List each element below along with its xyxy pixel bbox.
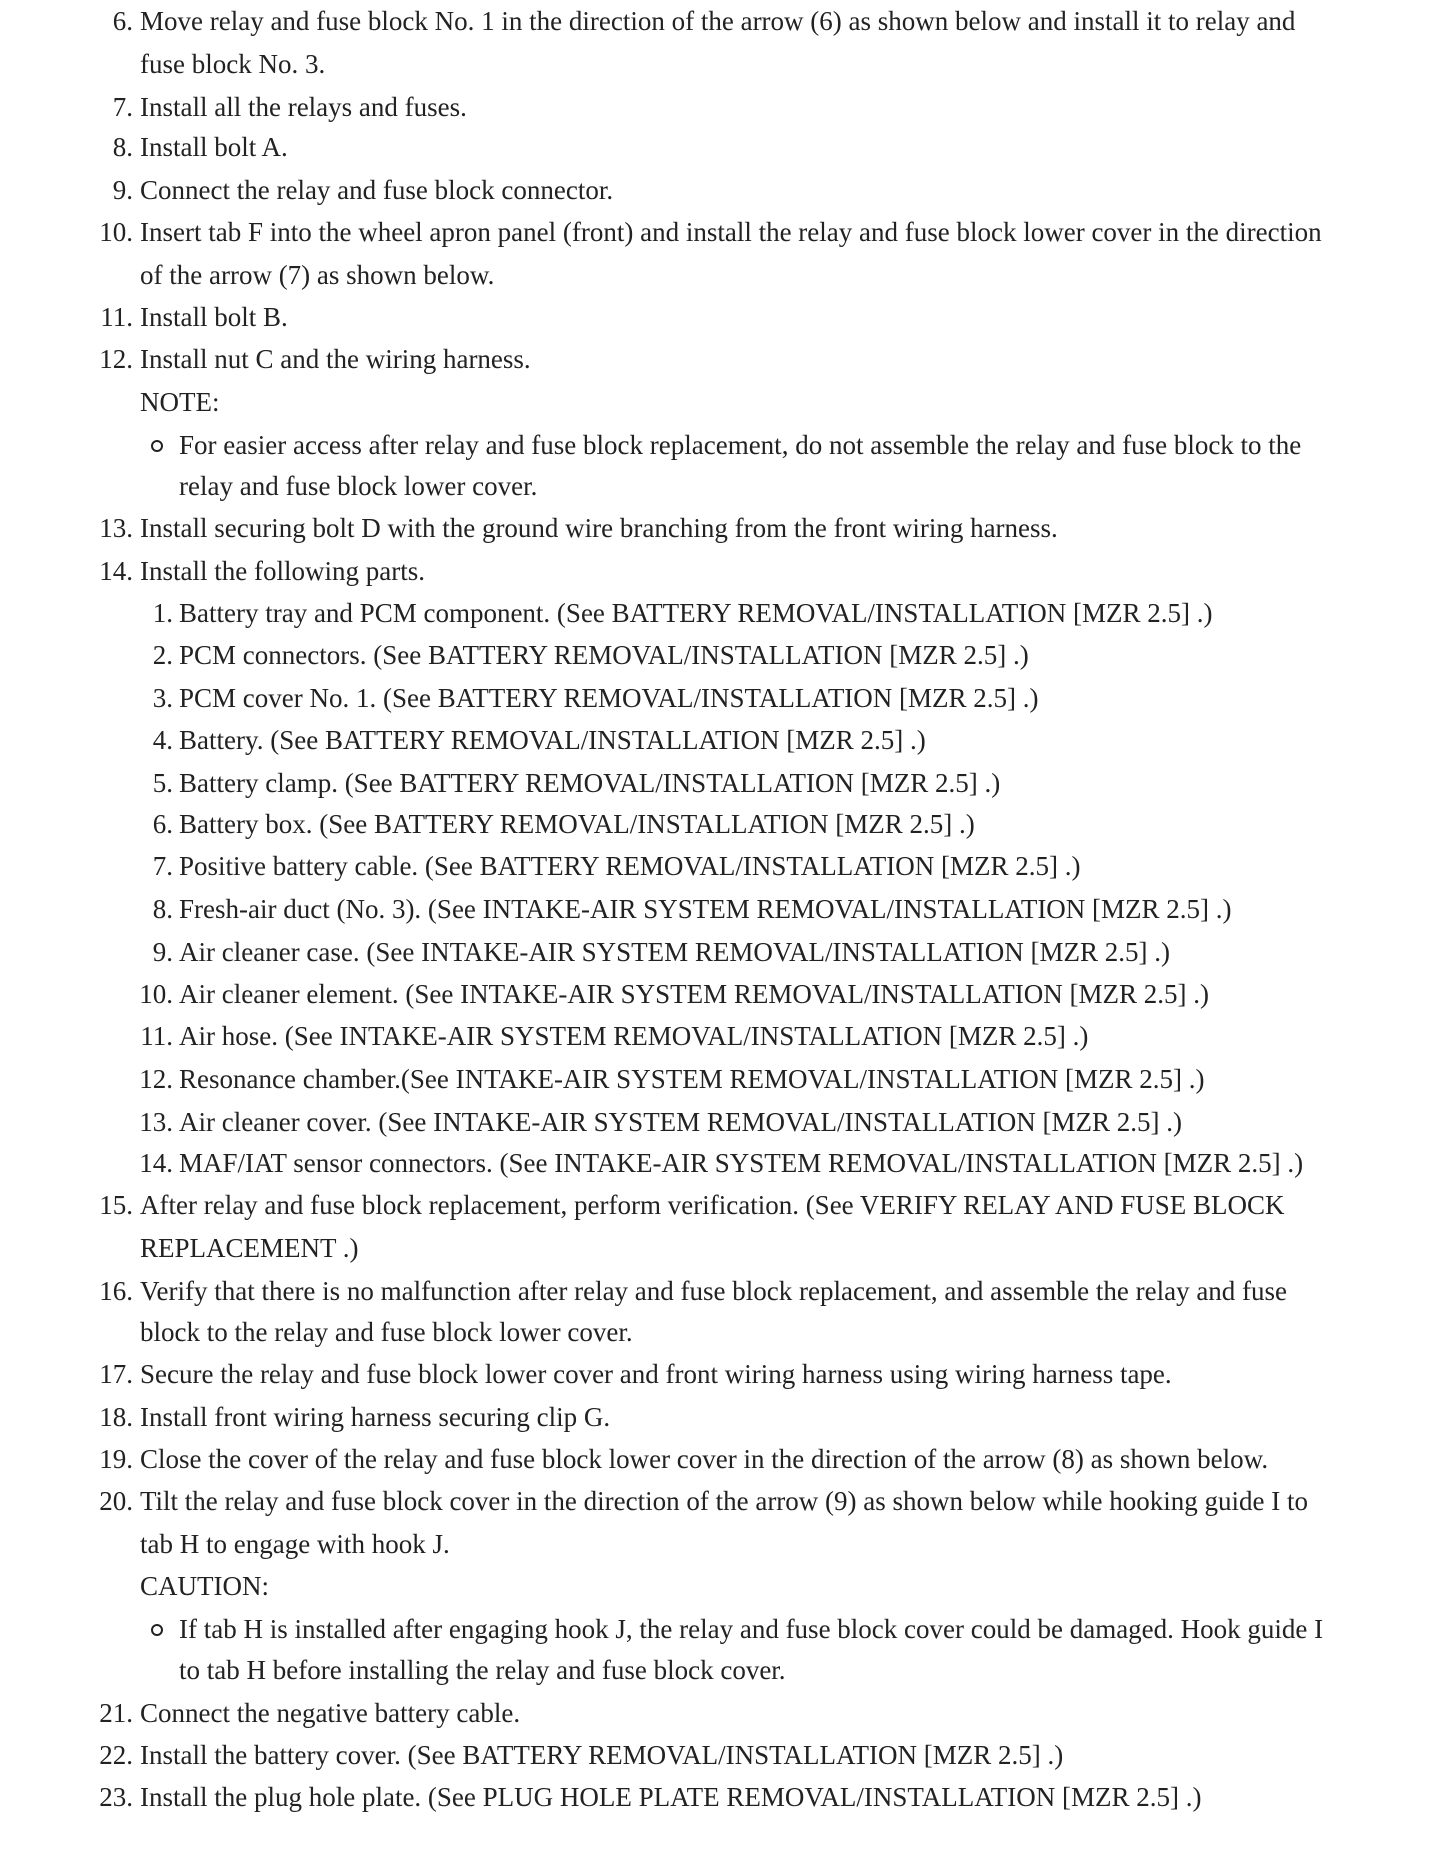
note-text: relay and fuse block lower cover. <box>179 471 538 501</box>
step-number: 18. <box>99 1402 133 1432</box>
step-number: 13. <box>99 513 133 543</box>
step-text: Install front wiring harness securing clip G. <box>140 1402 611 1432</box>
part-text: PCM cover No. 1. (See BATTERY REMOVAL/INSTALLATION [MZR 2.5] .) <box>179 683 1039 713</box>
caution-text: If tab H is installed after engaging hook J, the relay and fuse block cover could be damaged. Hook guide I <box>179 1614 1324 1644</box>
part-number: 13. <box>139 1107 173 1137</box>
part-number: 3. <box>152 683 173 713</box>
step-number: 8. <box>112 132 133 162</box>
step-text: tab H to engage with hook J. <box>140 1529 450 1559</box>
part-number: 1. <box>152 598 173 628</box>
caution-text: to tab H before installing the relay and fuse block cover. <box>179 1655 786 1685</box>
step-number: 12. <box>99 344 133 374</box>
part-text: Battery. (See BATTERY REMOVAL/INSTALLATION [MZR 2.5] .) <box>179 725 926 755</box>
step-text: Tilt the relay and fuse block cover in the direction of the arrow (9) as shown below while hooking guide I to <box>140 1486 1308 1516</box>
hollow-bullet-icon <box>151 1624 163 1636</box>
part-text: Air cleaner case. (See INTAKE-AIR SYSTEM REMOVAL/INSTALLATION [MZR 2.5] .) <box>179 937 1170 967</box>
part-number: 9. <box>152 937 173 967</box>
step-text: Install the following parts. <box>140 556 425 586</box>
part-text: Positive battery cable. (See BATTERY REMOVAL/INSTALLATION [MZR 2.5] .) <box>179 851 1081 881</box>
note-text: For easier access after relay and fuse block replacement, do not assemble the relay and fuse block to the <box>179 430 1302 460</box>
step-text: Secure the relay and fuse block lower cover and front wiring harness using wiring harness tape. <box>140 1359 1172 1389</box>
part-number: 11. <box>140 1021 173 1051</box>
step-number: 20. <box>99 1486 133 1516</box>
step-text: of the arrow (7) as shown below. <box>140 260 495 290</box>
step-text: block to the relay and fuse block lower cover. <box>140 1317 633 1347</box>
hollow-bullet-icon <box>151 440 163 452</box>
step-number: 17. <box>99 1359 133 1389</box>
step-text: fuse block No. 3. <box>140 49 326 79</box>
step-text: Install bolt B. <box>140 302 288 332</box>
part-text: Air hose. (See INTAKE-AIR SYSTEM REMOVAL/INSTALLATION [MZR 2.5] .) <box>179 1021 1089 1051</box>
part-number: 12. <box>139 1064 173 1094</box>
step-number: 15. <box>99 1190 133 1220</box>
step-text: Connect the negative battery cable. <box>140 1698 521 1728</box>
step-text: Install the plug hole plate. (See PLUG HOLE PLATE REMOVAL/INSTALLATION [MZR 2.5] .) <box>140 1782 1202 1812</box>
part-number: 8. <box>152 894 173 924</box>
part-number: 14. <box>139 1148 173 1178</box>
step-number: 10. <box>99 217 133 247</box>
part-number: 5. <box>152 768 173 798</box>
part-text: Resonance chamber.(See INTAKE-AIR SYSTEM REMOVAL/INSTALLATION [MZR 2.5] .) <box>179 1064 1205 1094</box>
step-text: Move relay and fuse block No. 1 in the direction of the arrow (6) as shown below and install it to relay and <box>140 6 1296 36</box>
step-text: REPLACEMENT .) <box>140 1233 359 1263</box>
part-number: 7. <box>152 851 173 881</box>
part-text: Battery tray and PCM component. (See BATTERY REMOVAL/INSTALLATION [MZR 2.5] .) <box>179 598 1213 628</box>
step-text: Install bolt A. <box>140 132 288 162</box>
step-number: 19. <box>99 1444 133 1474</box>
step-number: 9. <box>112 175 133 205</box>
step-number: 6. <box>112 6 133 36</box>
step-text: Install nut C and the wiring harness. <box>140 344 531 374</box>
procedure-document: 6. Move relay and fuse block No. 1 in the direction of the arrow (6) as shown below and install it to relay and fuse block No. 3. 7. Install all the relays and fuses. 8. Install bolt A. 9. Connect the relay and fuse block connector. 10. Insert tab F into the wheel apron panel (front) and install the relay and fuse block lower cover in the direction of the arrow (7) as shown below. 11. Install bolt B. 12. Install nut C and the wiring harness. NOTE: For easier access after relay and fuse block replacement, do not assemble the relay and fuse block to the relay and fuse block lower cover. 13. Install securing bolt D with the ground wire branching from the front wiring harness. 14. Install the following parts. 1. Battery tray and PCM component. (See BATTERY REMOVAL/INSTALLATION [MZR 2.5] .) 2. PCM connectors. (See BATTERY REMOVAL/INSTALLATION [MZR 2.5] .) 3. PCM cover No. 1. (See BATTERY REMOVAL/INSTALLATION [MZR 2.5] .) 4. Battery. (See BATTERY REMOVAL/INSTALLATION [MZR 2.5] .) 5. Battery clamp. (See BATTERY REMOVAL/INSTALLATION [MZR 2.5] .) 6. Battery box. (See BATTERY REMOVAL/INSTALLATION [MZR 2.5] .) 7. Positive battery cable. (See BATTERY REMOVAL/INSTALLATION [MZR 2.5] .) 8. Fresh-air duct (No. 3). (See INTAKE-AIR SYSTEM REMOVAL/INSTALLATION [MZR 2.5] .) 9. Air cleaner case. (See INTAKE-AIR SYSTEM REMOVAL/INSTALLATION [MZR 2.5] .) 10. Air cleaner element. (See INTAKE-AIR SYSTEM REMOVAL/INSTALLATION [MZR 2.5] .) 11. Air hose. (See INTAKE-AIR SYSTEM REMOVAL/INSTALLATION [MZR 2.5] .) 12. Resonance chamber.(See INTAKE-AIR SYSTEM REMOVAL/INSTALLATION [MZR 2.5] .) 13. Air cleaner cover. (See INTAKE-AIR SYSTEM REMOVAL/INSTALLATION [MZR 2.5] .) 14. MAF/IAT sensor connectors. (See INTAKE-AIR SYSTEM REMOVAL/INSTALLATION [MZR 2.5] .) 15. After relay and fuse block replacement, perform verification. (See VERIFY RELAY AND FUSE BLOCK REPLACEMENT .) 16. Verify that there is no malfunction after relay and fuse block replacement, and assemble the relay and fuse block to the relay and fuse block lower cover. 17. Secure the relay and fuse block lower cover and front wiring harness using wiring harness tape. 18. Install front wiring harness securing clip G. 19. Close the cover of the relay and fuse block lower cover in the direction of the arrow (8) as shown below. 20. Tilt the relay and fuse block cover in the direction of the arrow (9) as shown below while hooking guide I to tab H to engage with hook J. CAUTION: If tab H is installed after engaging hook J, the relay and fuse block cover could be damaged. Hook guide I to tab H before installing the relay and fuse block cover. 21. Connect the negative battery cable. 22. Install the battery cover. (See BATTERY REMOVAL/INSTALLATION [MZR 2.5] .) 23. Install the plug hole plate. (See PLUG HOLE PLATE REMOVAL/INSTALLATION [MZR 2.5] .) <box>0 0 1445 1870</box>
step-number: 11. <box>100 302 133 332</box>
part-number: 10. <box>139 979 173 1009</box>
part-number: 6. <box>152 809 173 839</box>
part-number: 4. <box>152 725 173 755</box>
step-text: Install securing bolt D with the ground wire branching from the front wiring harness. <box>140 513 1058 543</box>
step-text: Verify that there is no malfunction after relay and fuse block replacement, and assemble the relay and fuse <box>140 1276 1288 1306</box>
part-text: Air cleaner element. (See INTAKE-AIR SYSTEM REMOVAL/INSTALLATION [MZR 2.5] .) <box>179 979 1209 1009</box>
part-text: Battery box. (See BATTERY REMOVAL/INSTALLATION [MZR 2.5] .) <box>179 809 975 839</box>
step-number: 16. <box>99 1276 133 1306</box>
step-number: 7. <box>112 92 133 122</box>
step-text: Connect the relay and fuse block connector. <box>140 175 614 205</box>
step-text: After relay and fuse block replacement, perform verification. (See VERIFY RELAY AND FUSE BLOCK <box>140 1190 1285 1220</box>
part-text: Battery clamp. (See BATTERY REMOVAL/INSTALLATION [MZR 2.5] .) <box>179 768 1001 798</box>
step-number: 23. <box>99 1782 133 1812</box>
part-text: Air cleaner cover. (See INTAKE-AIR SYSTEM REMOVAL/INSTALLATION [MZR 2.5] .) <box>179 1107 1182 1137</box>
step-text: Insert tab F into the wheel apron panel (front) and install the relay and fuse block lower cover in the direction <box>140 217 1322 247</box>
step-text: Close the cover of the relay and fuse block lower cover in the direction of the arrow (8) as shown below. <box>140 1444 1269 1474</box>
step-text: Install all the relays and fuses. <box>140 92 467 122</box>
part-number: 2. <box>152 640 173 670</box>
part-text: Fresh-air duct (No. 3). (See INTAKE-AIR SYSTEM REMOVAL/INSTALLATION [MZR 2.5] .) <box>179 894 1232 924</box>
step-text: Install the battery cover. (See BATTERY REMOVAL/INSTALLATION [MZR 2.5] .) <box>140 1740 1064 1770</box>
step-number: 22. <box>99 1740 133 1770</box>
step-number: 21. <box>99 1698 133 1728</box>
step-number: 14. <box>99 556 133 586</box>
part-text: PCM connectors. (See BATTERY REMOVAL/INSTALLATION [MZR 2.5] .) <box>179 640 1029 670</box>
part-text: MAF/IAT sensor connectors. (See INTAKE-AIR SYSTEM REMOVAL/INSTALLATION [MZR 2.5] .) <box>179 1148 1304 1178</box>
